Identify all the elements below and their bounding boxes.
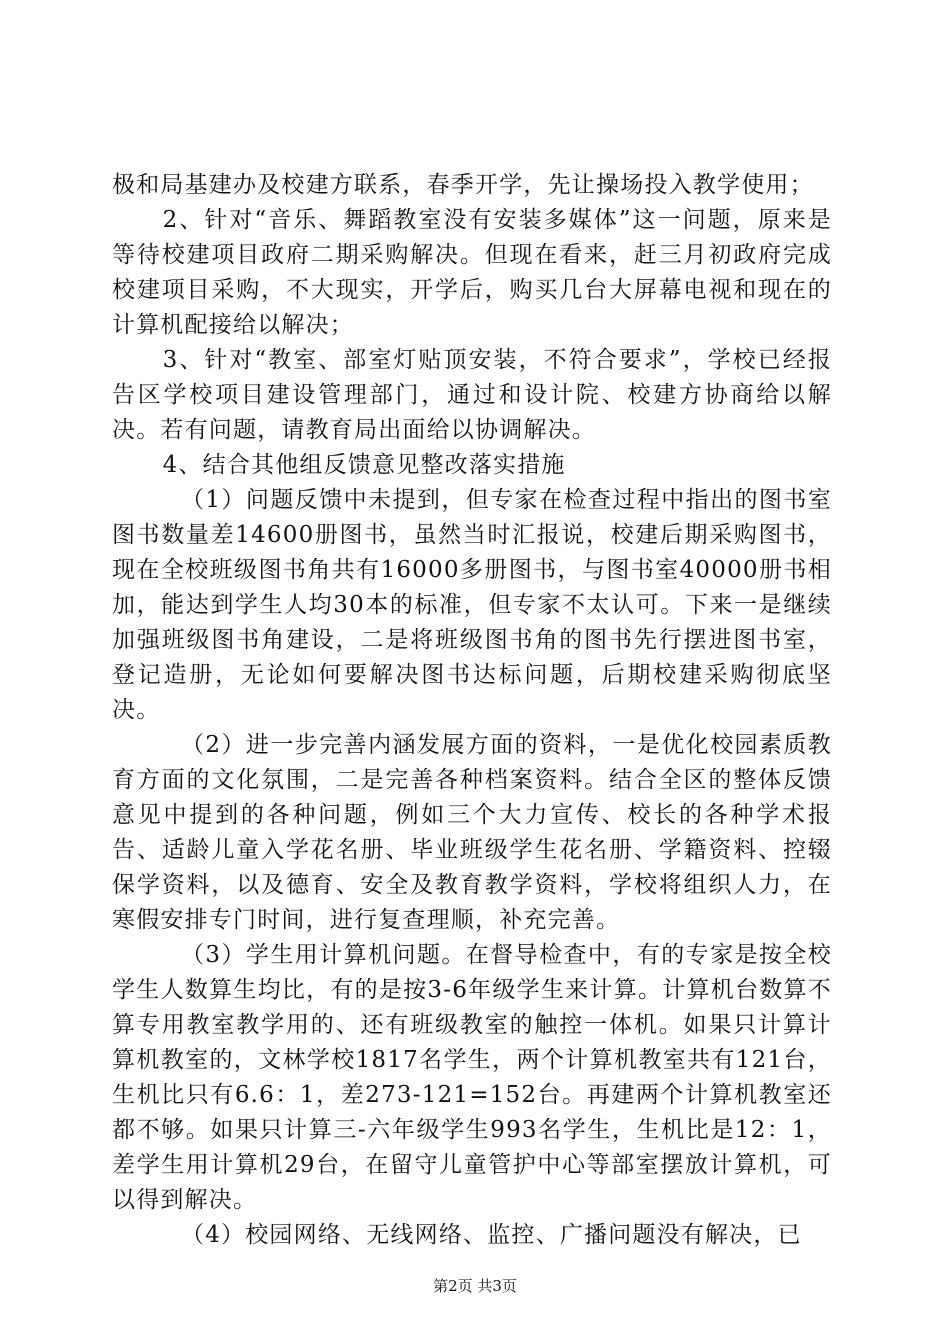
paragraph-item-3: 3、针对“教室、部室灯贴顶安装，不符合要求”，学校已经报告区学校项目建设管理部门，通过和设计院、校建方协商给以解决。若有问题，请教育局出面给以协调解决。 [112,347,832,443]
paragraph-continuation: 极和局基建办及校建方联系，春季开学，先让操场投入教学使用； [112,172,814,198]
page-footer [0,1276,950,1296]
paragraph-item-4-heading: 4、结合其他组反馈意见整改落实措施 [162,452,566,478]
page-number-label: 第2页 共3页 [433,1277,517,1295]
paragraph-item-2: 2、针对“音乐、舞蹈教室没有安装多媒体”这一问题，原来是等待校建项目政府二期采购解决。但现在看来，赶三月初政府完成校建项目采购，不大现实，开学后，购买几台大屏幕电视和现在的计算机配接给以解决； [112,207,832,338]
paragraph-subitem-2: （2）进一步完善内涵发展方面的资料，一是优化校园素质教育方面的文化氛围，二是完善各种档案资料。结合全区的整体反馈意见中提到的各种问题，例如三个大力宣传、校长的各种学术报告、适龄儿童入学花名册、毕业班级学生花名册、学籍资料、控辍保学资料，以及德育、安全及教育教学资料，学校将组织人力，在寒假安排专门时间，进行复查理顺，补充完善。 [112,732,832,933]
paragraph-subitem-1: （1）问题反馈中未提到，但专家在检查过程中指出的图书室图书数量差14600册图书，虽然当时汇报说，校建后期采购图书，现在全校班级图书角共有16000多册图书，与图书室40000册书相加，能达到学生人均30本的标准，但专家不太认可。下来一是继续加强班级图书角建设，二是将班级图书角的图书先行摆进图书室，登记造册，无论如何要解决图书达标问题，后期校建采购彻底坚决。 [112,487,832,723]
paragraph-subitem-3: （3）学生用计算机问题。在督导检查中，有的专家是按全校学生人数算生均比，有的是按3-6年级学生来计算。计算机台数算不算专用教室教学用的、还有班级教室的触控一体机。如果只计算计算机教室的，文林学校1817名学生，两个计算机教室共有121台，生机比只有6.6：1，差273-121=152台。再建两个计算机教室还都不够。如果只计算三-六年级学生993名学生，生机比是12：1，差学生用计算机29台，在留守儿童管护中心等部室摆放计算机，可以得到解决。 [112,942,832,1213]
document-body [112,168,832,1253]
paragraph-subitem-4: （4）校园网络、无线网络、监控、广播问题没有解决，已 [181,1222,802,1248]
